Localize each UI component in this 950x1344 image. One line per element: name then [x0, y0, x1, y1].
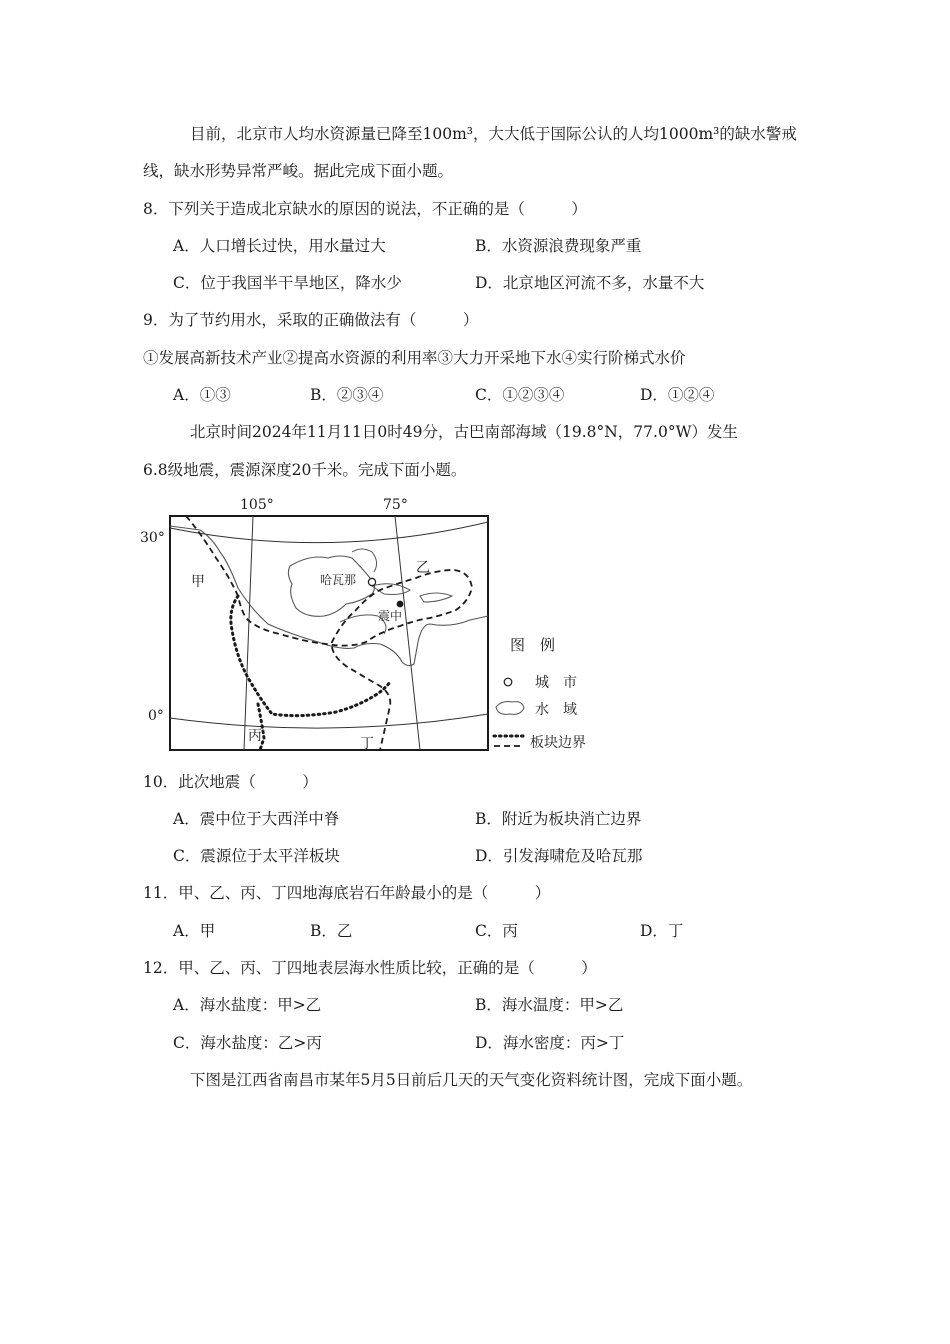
q8-option-b[interactable]: B．水资源浪费现象严重	[475, 237, 642, 255]
q9-option-b[interactable]: B．②③④	[310, 386, 384, 404]
label-yi: 乙	[416, 560, 430, 576]
label-lon-105: 105°	[240, 497, 274, 513]
q10-stem: 10．此次地震（ ）	[143, 773, 318, 791]
label-bing: 丙	[248, 728, 262, 744]
hispaniola-island	[420, 593, 452, 602]
intro2-line1: 北京时间2024年11月11日0时49分，古巴南部海域（19.8°N，77.0°W）发生	[190, 423, 738, 441]
label-lat-0: 0°	[148, 708, 164, 724]
legend-water-icon	[496, 702, 524, 715]
intro1-line1: 目前，北京市人均水资源量已降至100m³，大大低于国际公认的人均1000m³的缺水警戒	[190, 125, 797, 143]
q9-option-a[interactable]: A．①③	[173, 386, 231, 404]
intro3-line1: 下图是江西省南昌市某年5月5日前后几天的天气变化资料统计图，完成下面小题。	[190, 1071, 753, 1089]
q12-stem: 12．甲、乙、丙、丁四地表层海水性质比较，正确的是（ ）	[143, 959, 597, 977]
legend-city-icon	[504, 678, 512, 686]
plate-map-figure	[140, 492, 620, 760]
q11-stem: 11．甲、乙、丙、丁四地海底岩石年龄最小的是（ ）	[143, 884, 551, 902]
q10-option-b[interactable]: B．附近为板块消亡边界	[475, 810, 642, 828]
q11-option-c[interactable]: C．丙	[475, 922, 518, 940]
havana-city-marker	[368, 578, 375, 585]
label-lat-30: 30°	[140, 530, 165, 546]
q9-option-c[interactable]: C．①②③④	[475, 386, 565, 404]
legend-plate-label: 板块边界	[530, 735, 586, 751]
legend-water-label: 水 域	[535, 702, 577, 718]
q9-stem: 9．为了节约用水，采取的正确做法有（ ）	[143, 311, 479, 329]
q10-option-c[interactable]: C．震源位于太平洋板块	[173, 847, 340, 865]
q10-option-d[interactable]: D．引发海啸危及哈瓦那	[475, 847, 643, 865]
q10-option-a[interactable]: A．震中位于大西洋中脊	[173, 810, 340, 828]
plate-map-svg	[140, 492, 620, 760]
latitude-30-line	[170, 522, 488, 543]
q11-option-b[interactable]: B．乙	[310, 922, 353, 940]
florida-coast	[352, 549, 377, 572]
q11-option-a[interactable]: A．甲	[173, 922, 216, 940]
longitude-75-line	[395, 516, 420, 750]
label-ding: 丁	[360, 736, 374, 752]
q8-option-c[interactable]: C．位于我国半干旱地区，降水少	[173, 274, 402, 292]
label-havana: 哈瓦那	[320, 573, 357, 587]
epicenter-marker	[397, 601, 404, 608]
coastline-mainland	[170, 526, 488, 666]
q8-stem: 8．下列关于造成北京缺水的原因的说法，不正确的是（ ）	[143, 200, 587, 218]
q9-items: ①发展高新技术产业②提高水资源的利用率③大力开采地下水④实行阶梯式水价	[143, 349, 686, 367]
map-frame	[170, 516, 488, 750]
q12-option-d[interactable]: D．海水密度：丙>丁	[475, 1034, 625, 1052]
plate-boundary-dotted	[231, 596, 390, 716]
latitude-0-line	[170, 714, 488, 728]
q12-option-b[interactable]: B．海水温度：甲>乙	[475, 996, 624, 1014]
legend-title: 图 例	[510, 636, 556, 654]
label-jia: 甲	[191, 574, 205, 590]
label-lon-75: 75°	[383, 497, 408, 513]
q9-option-d[interactable]: D．①②④	[640, 386, 715, 404]
intro2-line2: 6.8级地震，震源深度20千米。完成下面小题。	[143, 461, 467, 479]
longitude-105-line	[244, 516, 253, 750]
q11-option-d[interactable]: D．丁	[640, 922, 684, 940]
q12-option-a[interactable]: A．海水盐度：甲>乙	[173, 996, 322, 1014]
plate-boundary-dashed	[186, 516, 472, 750]
legend-city-label: 城 市	[535, 675, 577, 691]
q8-option-a[interactable]: A．人口增长过快，用水量过大	[173, 237, 386, 255]
intro1-line2: 线，缺水形势异常严峻。据此完成下面小题。	[143, 162, 454, 180]
label-epicenter: 震中	[378, 609, 403, 623]
q8-option-d[interactable]: D．北京地区河流不多，水量不大	[475, 274, 705, 292]
q12-option-c[interactable]: C．海水盐度：乙>丙	[173, 1034, 322, 1052]
